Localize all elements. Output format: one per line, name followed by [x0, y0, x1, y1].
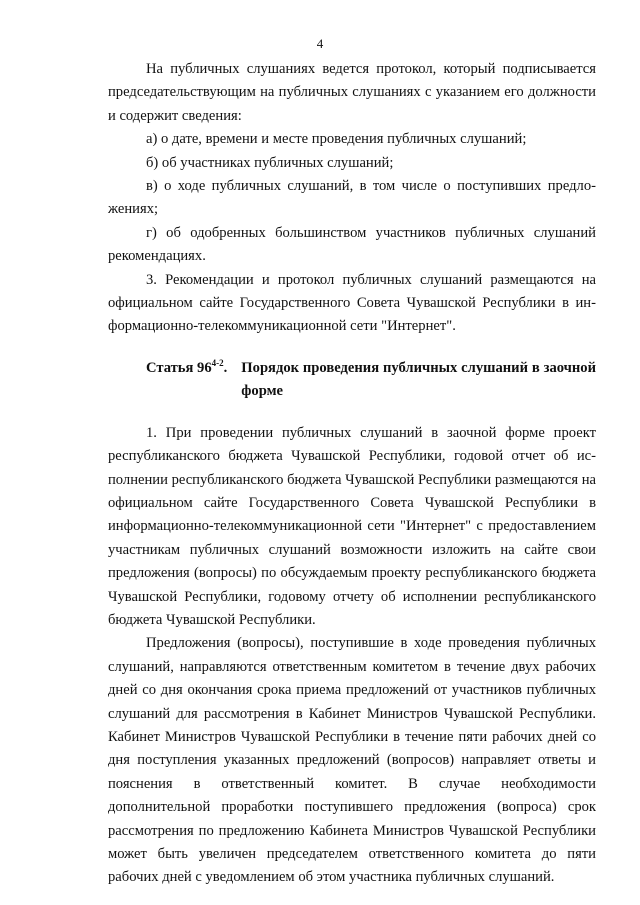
article-title: Порядок проведения публичных слушаний в заочной форме [241, 359, 596, 400]
paragraph-item-d: г) об одобренных большинством участников публичных слушаний рекомендациях. [108, 224, 596, 265]
article-label-suffix: . [223, 359, 228, 376]
article-heading [108, 357, 596, 404]
paragraph-proposals: Предложения (вопросы), поступившие в ходе проведения публичных слушаний, направляются ответственным комитетом в течение двух рабочих дней со дня окончания срока приема предложений от участников публичных слушаний для рассмотрения в Кабинет Министров Чувашской Республики. Кабинет Министров Чувашской Республики в течение пяти рабочих дней со дня поступления указанных предложений (вопросов) направляет ответы и пояснения в ответственный комитет. В случае необходимости дополнительной проработки поступившего предложения (вопроса) срок рассмотрения по предложению Кабинета Министров Чувашской Республики может быть увеличен председателем ответственного комитета до пяти рабочих дней с уведомлением об этом участника публичных слушаний. [108, 635, 596, 886]
paragraph-protocol: На публичных слушаниях ведется протокол, который подписывается председательствующим на публичных слушаниях с указанием его должности и содержит сведения: [108, 61, 596, 124]
page-number: 4 [316, 36, 324, 51]
article-label-superscript: 4-2 [211, 357, 224, 368]
paragraph-section-3: 3. Рекомендации и протокол публичных слушаний размещаются на официальном сайте Государственного Совета Чувашской Республики в информационно-телекоммуникационной сети "Интернет". [108, 271, 596, 335]
paragraph-item-c: в) о ходе публичных слушаний, в том числе о поступивших предложениях; [108, 178, 596, 218]
document-body [108, 58, 596, 890]
article-label [108, 357, 227, 404]
article-label-text: Статья 96 [146, 359, 212, 376]
paragraph-item-b: б) об участниках публичных слушаний; [146, 154, 394, 171]
paragraph-section-1: 1. При проведении публичных слушаний в заочной форме проект республиканского бюджета Чувашской Республики, годовой отчет об исполнении республиканского бюджета Чувашской Республики размещаются на официальном сайте Государственного Совета Чувашской Республики в информационно-телекоммуникационной сети "Интернет" с предоставлением участникам публичных слушаний возможности изложить на сайте свои предложения (вопросы) по обсуждаемым проекту республиканского бюджета Чувашской Республики, годовому отчету об исполнении республиканского бюджета Чувашской Республики. [108, 424, 596, 628]
paragraph-item-a: а) о дате, времени и месте проведения публичных слушаний; [146, 131, 527, 148]
